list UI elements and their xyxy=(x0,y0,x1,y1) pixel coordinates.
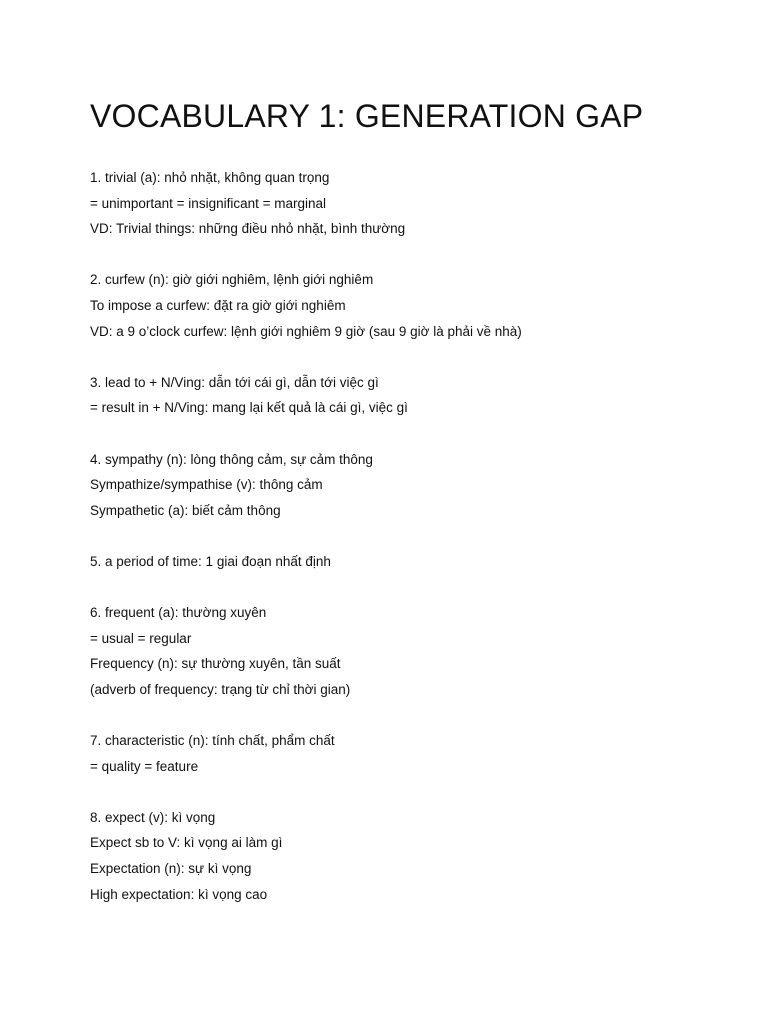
vocab-line: 3. lead to + N/Ving: dẫn tới cái gì, dẫn tới việc gì xyxy=(90,374,379,390)
vocab-line: 6. frequent (a): thường xuyên xyxy=(90,605,267,621)
vocab-entry-3 xyxy=(90,370,730,421)
document-title: VOCABULARY 1: GENERATION GAP xyxy=(90,98,644,134)
vocab-line: Frequency (n): sự thường xuyên, tần suất xyxy=(90,656,341,672)
vocab-line: Expectation (n): sự kì vọng xyxy=(90,861,252,877)
vocab-line: = usual = regular xyxy=(90,630,192,646)
vocab-entry-5 xyxy=(90,549,730,575)
vocab-entry-8 xyxy=(90,805,730,907)
vocab-line: 8. expect (v): kì vọng xyxy=(90,809,216,825)
vocab-line: 1. trivial (a): nhỏ nhặt, không quan trọng xyxy=(90,170,330,185)
vocab-entry-7 xyxy=(90,728,730,779)
vocab-entry-2 xyxy=(90,267,730,344)
vocab-line: To impose a curfew: đặt ra giờ giới nghiêm xyxy=(90,297,346,313)
vocab-entry-4 xyxy=(90,447,730,524)
vocab-line: Expect sb to V: kì vọng ai làm gì xyxy=(90,835,283,851)
vocab-line: Sympathetic (a): biết cảm thông xyxy=(90,502,281,518)
vocab-line: 4. sympathy (n): lòng thông cảm, sự cảm thông xyxy=(90,451,373,467)
vocab-line: = result in + N/Ving: mang lại kết quả là cái gì, việc gì xyxy=(90,400,408,416)
vocab-line: High expectation: kì vọng cao xyxy=(90,886,268,902)
vocab-line: = unimportant = insignificant = marginal xyxy=(90,195,327,211)
vocab-line: 7. characteristic (n): tính chất, phẩm chất xyxy=(90,733,335,749)
vocab-line: = quality = feature xyxy=(90,758,199,774)
vocab-entry-6 xyxy=(90,600,730,702)
vocab-line: VD: Trivial things: những điều nhỏ nhặt, bình thường xyxy=(90,221,406,237)
vocab-entry-1 xyxy=(90,165,730,242)
vocab-line: Sympathize/sympathise (v): thông cảm xyxy=(90,477,323,493)
vocab-line: 2. curfew (n): giờ giới nghiêm, lệnh giới nghiêm xyxy=(90,272,374,288)
vocabulary-list xyxy=(90,165,730,933)
vocab-line: 5. a period of time: 1 giai đoạn nhất định xyxy=(90,553,331,569)
vocab-line: VD: a 9 o’clock curfew: lệnh giới nghiêm 9 giờ (sau 9 giờ là phải về nhà) xyxy=(90,323,522,339)
vocab-line: (adverb of frequency: trạng từ chỉ thời gian) xyxy=(90,681,351,697)
